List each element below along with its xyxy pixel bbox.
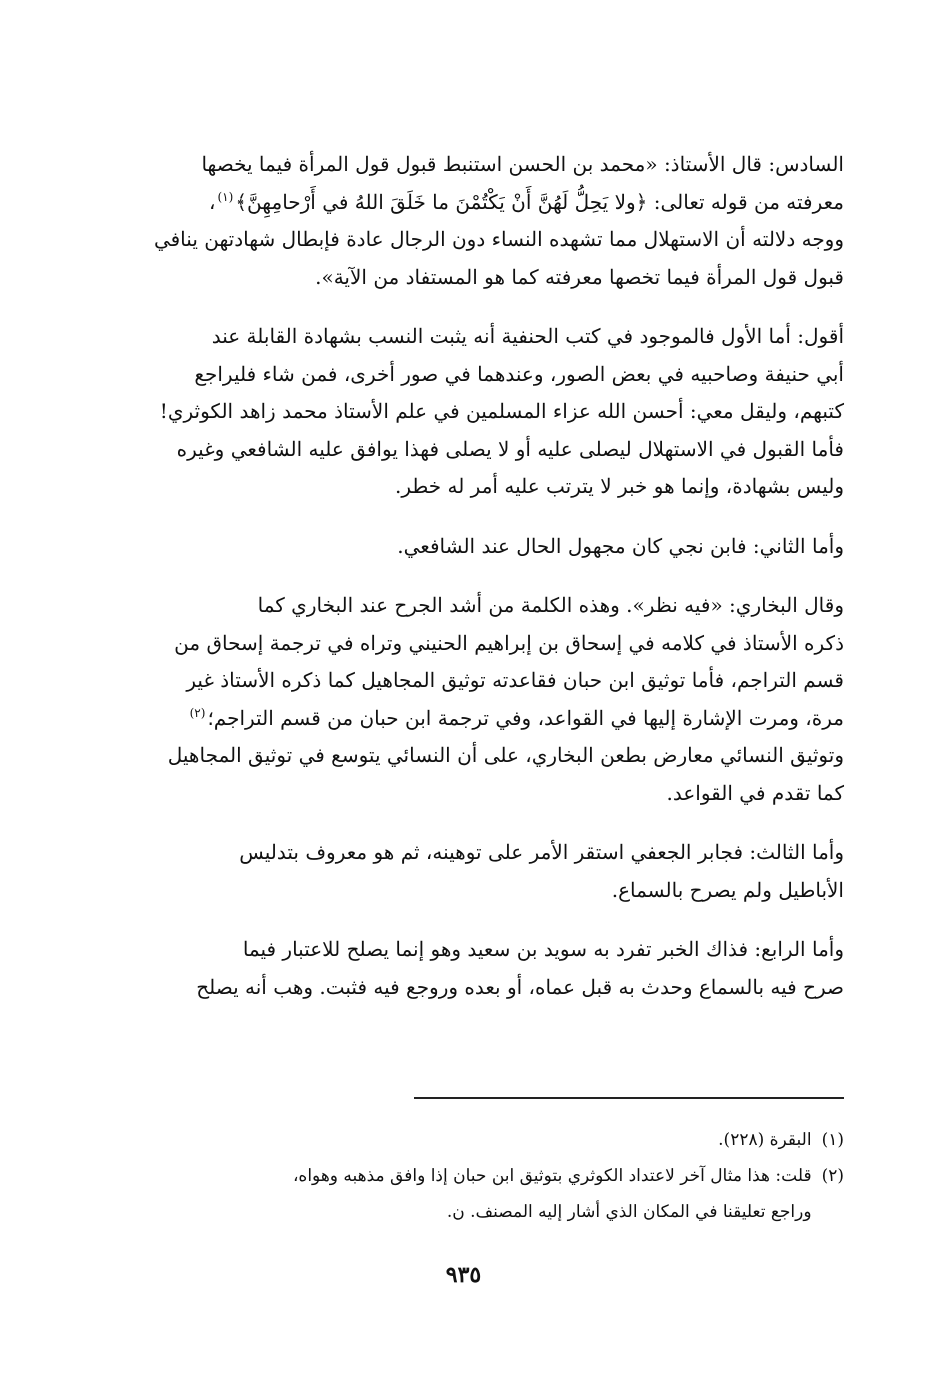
paragraph-reply-first bbox=[128, 318, 844, 506]
footnote-number: (١) bbox=[821, 1130, 844, 1150]
footnote-2 bbox=[128, 1158, 844, 1230]
footnotes bbox=[128, 1122, 844, 1230]
footnote-line: وراجع تعليقنا في المكان الذي أشار إليه المصنف. ن. bbox=[446, 1202, 812, 1222]
text-line: وأما الثاني: فابن نجي كان مجهول الحال عند الشافعي. bbox=[397, 533, 844, 558]
text-line: وأما الرابع: فذاك الخبر تفرد به سويد بن سعيد وهو إنما يصلح للاعتبار فيما bbox=[242, 937, 844, 961]
footnote-number: (٢) bbox=[821, 1166, 844, 1186]
text-line: وليس بشهادة، وإنما هو خبر لا يترتب عليه أمر له خطر. bbox=[394, 474, 844, 498]
paragraph-reply-second bbox=[128, 528, 844, 566]
text-line: قبول قول المرأة فيما تخصها معرفته كما هو المستفاد من الآية». bbox=[315, 264, 844, 289]
page-number: ٩٣٥ bbox=[445, 1262, 482, 1288]
text-line: كما تقدم في القواعد. bbox=[666, 780, 844, 805]
text-segment: مرة، ومرت الإشارة إليها في القواعد، وفي ترجمة ابن حبان من قسم التراجم؛ bbox=[207, 705, 844, 730]
footnote-line: البقرة (٢٢٨). bbox=[718, 1130, 812, 1150]
main-text bbox=[128, 146, 844, 1028]
text-line: الأباطيل ولم يصرح بالسماع. bbox=[611, 877, 844, 902]
paragraph-reply-third bbox=[128, 834, 844, 909]
footnote-ref-1: (١) bbox=[217, 189, 234, 204]
footnote-text bbox=[128, 1158, 812, 1230]
footnote-1 bbox=[128, 1122, 844, 1158]
footnote-text bbox=[128, 1122, 812, 1158]
text-line: أقول: أما الأول فالموجود في كتب الحنفية أنه يثبت النسب بشهادة القابلة عند bbox=[211, 324, 844, 348]
text-line: صرح فيه بالسماع وحدث به قبل عماه، أو بعده وروجع فيه فثبت. وهب أنه يصلح bbox=[196, 974, 844, 999]
text-line: وتوثيق النسائي معارض بطعن البخاري، على أن النسائي يتوسع في توثيق المجاهيل bbox=[167, 743, 844, 767]
paragraph-sixth-objection bbox=[128, 146, 844, 296]
text-line: قسم التراجم، فأما توثيق ابن حبان فقاعدته توثيق المجاهيل كما ذكره الأستاذ غير bbox=[186, 668, 844, 692]
footnote-ref-2: (٢) bbox=[189, 705, 206, 720]
footnote-line: قلت: هذا مثال آخر لاعتداد الكوثري بتوثيق ابن حبان إذا وافق مذهبه وهواه، bbox=[292, 1166, 812, 1186]
text-line: وقال البخاري: «فيه نظر». وهذه الكلمة من أشد الجرح عند البخاري كما bbox=[257, 593, 844, 617]
text-line: وأما الثالث: فجابر الجعفي استقر الأمر على توهينه، ثم هو معروف بتدليس bbox=[239, 840, 844, 864]
paragraph-bukhari bbox=[128, 587, 844, 812]
text-line bbox=[128, 700, 844, 738]
text-line: ذكره الأستاذ في كلامه في إسحاق بن إبراهيم الحنيني وتراه في ترجمة إسحاق من bbox=[174, 630, 844, 655]
text-line: ووجه دلالته أن الاستهلال مما تشهده النساء دون الرجال عادة فإبطال شهادتهن ينافي bbox=[153, 227, 844, 251]
text-line bbox=[128, 184, 844, 222]
quran-quote-line: معرفته من قوله تعالى: ﴿ولا يَحِلُّ لَهُنَّ أَنْ يَكْتُمْنَ ما خَلَقَ اللهُ في أَرْحامِهِنَّ﴾ bbox=[235, 189, 844, 214]
text-line: السادس: قال الأستاذ: «محمد بن الحسن استنبط قبول قول المرأة فيما يخصها bbox=[201, 152, 844, 176]
text-line: أبي حنيفة وصاحبيه في بعض الصور، وعندهما في صور أخرى، فمن شاء فليراجع bbox=[194, 361, 844, 386]
comma-after-ref: ، bbox=[209, 189, 216, 214]
footnote-divider bbox=[414, 1097, 844, 1099]
text-line: فأما القبول في الاستهلال ليصلى عليه أو لا يصلى فهذا يوافق عليه الشافعي وغيره bbox=[176, 436, 844, 461]
paragraph-reply-fourth bbox=[128, 931, 844, 1006]
text-line: كتبهم، وليقل معي: أحسن الله عزاء المسلمين في علم الأستاذ محمد زاهد الكوثري! bbox=[159, 399, 844, 423]
